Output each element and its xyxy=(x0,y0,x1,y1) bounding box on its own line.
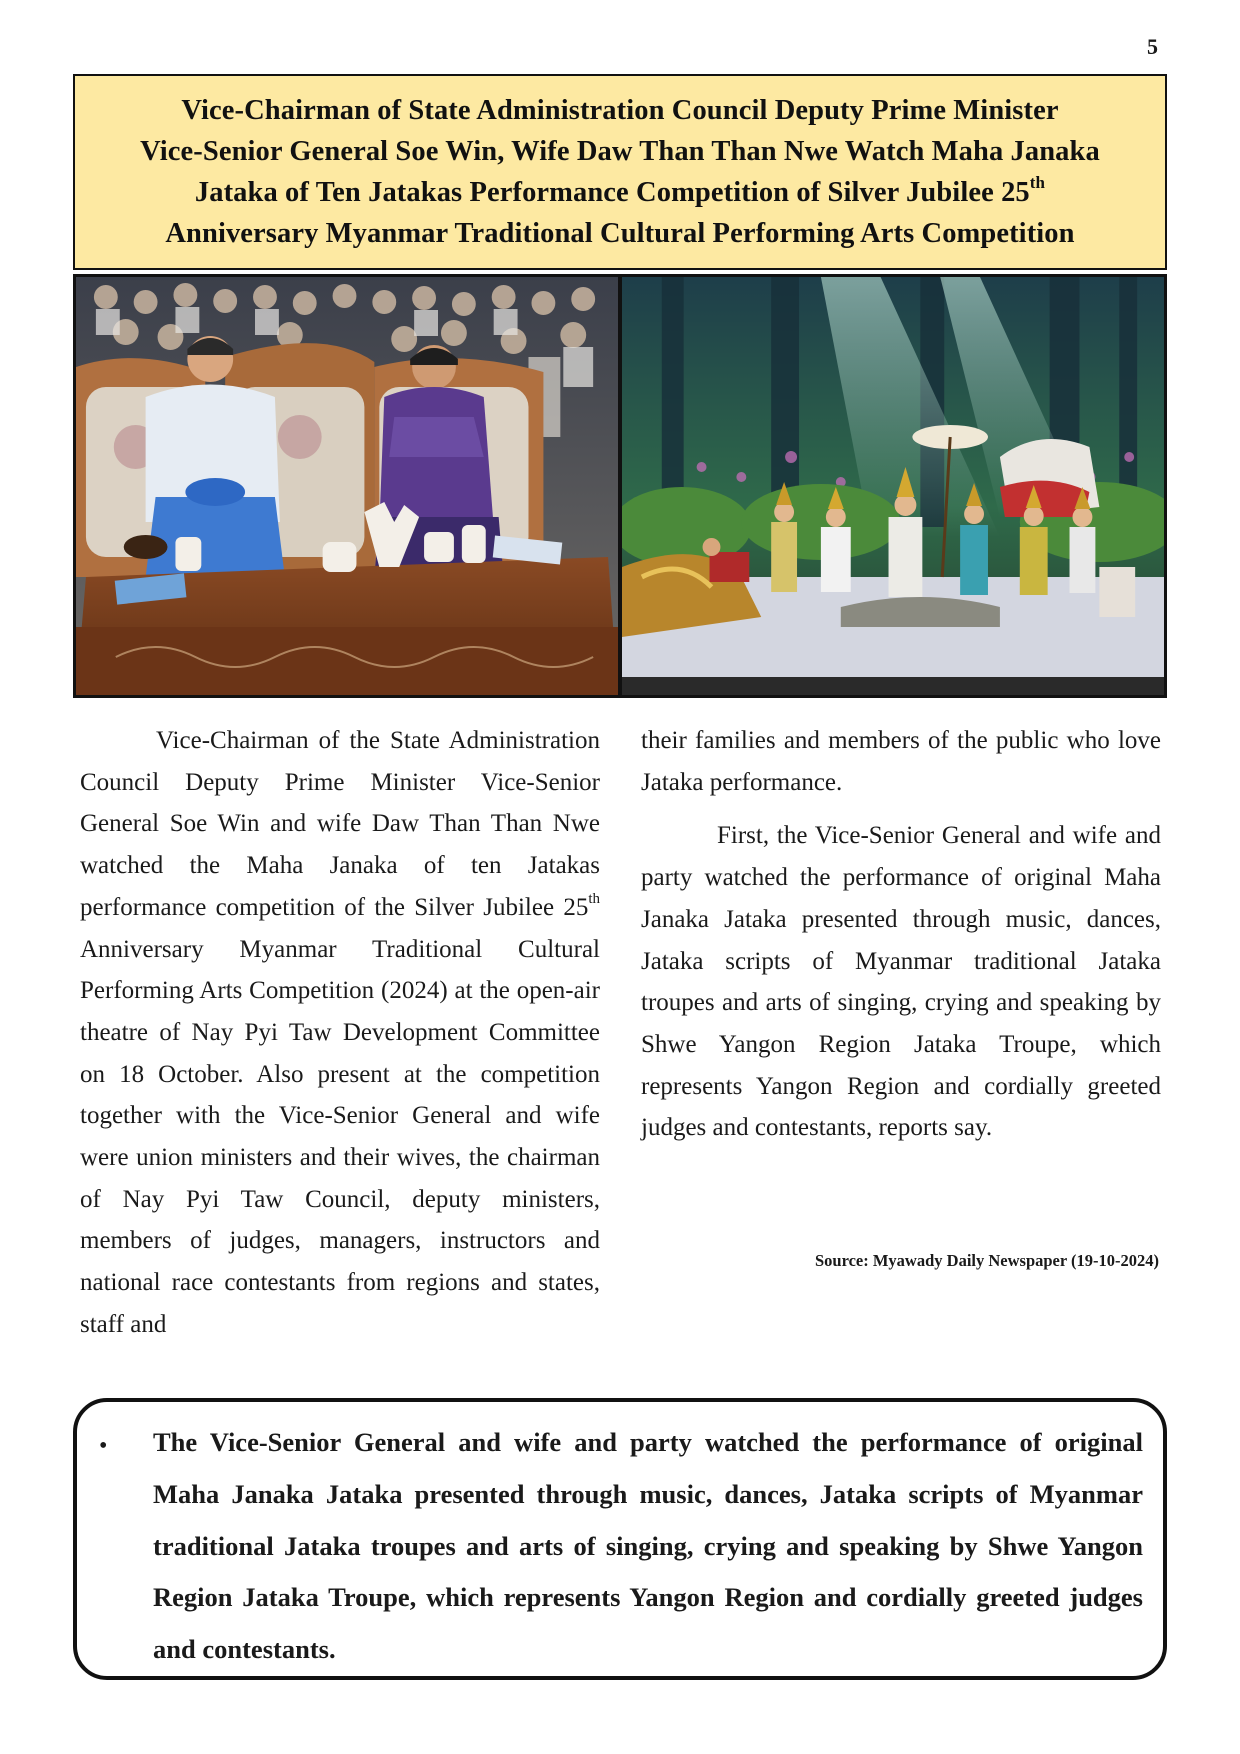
stage-performance-image xyxy=(622,277,1164,695)
source-credit: Source: Myawady Daily Newspaper (19-10-2024) xyxy=(814,1251,1159,1270)
article-paragraph-1-part-a: Vice-Chairman of the State Administration Council Deputy Prime Minister Vice-Senior General Soe Win and wife Daw Than Than Nwe watched the Maha Janaka of ten Jatakas performance competition of the Silver Jubilee 25 xyxy=(80,727,600,921)
headline-box xyxy=(73,74,1167,270)
article-column-left xyxy=(80,720,600,1346)
bullet-icon: • xyxy=(99,1433,108,1459)
headline-line-1: Vice-Chairman of State Administration Council Deputy Prime Minister xyxy=(181,95,1059,126)
highlight-text: The Vice-Senior General and wife and party watched the performance of original Maha Janaka Jataka presented through music, dances, Jataka scripts of Myanmar traditional Jataka troupes and arts of singing, crying and speaking by Shwe Yangon Region Jataka Troupe, which represents Yangon Region and cordially greeted judges and contestants. xyxy=(153,1427,1143,1665)
photo-strip xyxy=(73,274,1167,698)
article-paragraph-1-part-b: Anniversary Myanmar Traditional Cultural Performing Arts Competition (2024) at the open-air theatre of Nay Pyi Taw Development Committee on 18 October. Also present at the competition together with the Vice-Senior General and wife were union ministers and their wives, the chairman of Nay Pyi Taw Council, deputy ministers, members of judges, managers, instructors and national race contestants from regions and states, staff and xyxy=(80,935,600,1338)
article-paragraph-2: First, the Vice-Senior General and wife and party watched the performance of original Maha Janaka Jataka presented through music, dances, Jataka scripts of Myanmar traditional Jataka troupes and arts of singing, crying and speaking by Shwe Yangon Region Jataka Troupe, which represents Yangon Region and cordially greeted judges and contestants, reports say. xyxy=(641,822,1161,1142)
highlight-box xyxy=(73,1398,1167,1680)
page-number: 5 xyxy=(1147,34,1158,59)
stage-performance-photo xyxy=(622,277,1164,695)
headline-line-3: Jataka of Ten Jatakas Performance Competition of Silver Jubilee 25 xyxy=(194,177,1030,208)
article-paragraph-1-continued: their families and members of the public who love Jataka performance. xyxy=(641,727,1161,796)
article-column-right xyxy=(641,720,1161,1149)
headline xyxy=(140,90,1100,254)
headline-line-4: Anniversary Myanmar Traditional Cultural Performing Arts Competition xyxy=(165,218,1075,249)
audience-photo-image xyxy=(76,277,618,695)
audience-photo xyxy=(76,277,618,695)
headline-line-2: Vice-Senior General Soe Win, Wife Daw Than Than Nwe Watch Maha Janaka xyxy=(140,136,1100,167)
headline-superscript: th xyxy=(1029,173,1046,192)
article-superscript: th xyxy=(588,890,600,907)
article-paragraph-1 xyxy=(80,720,600,1346)
